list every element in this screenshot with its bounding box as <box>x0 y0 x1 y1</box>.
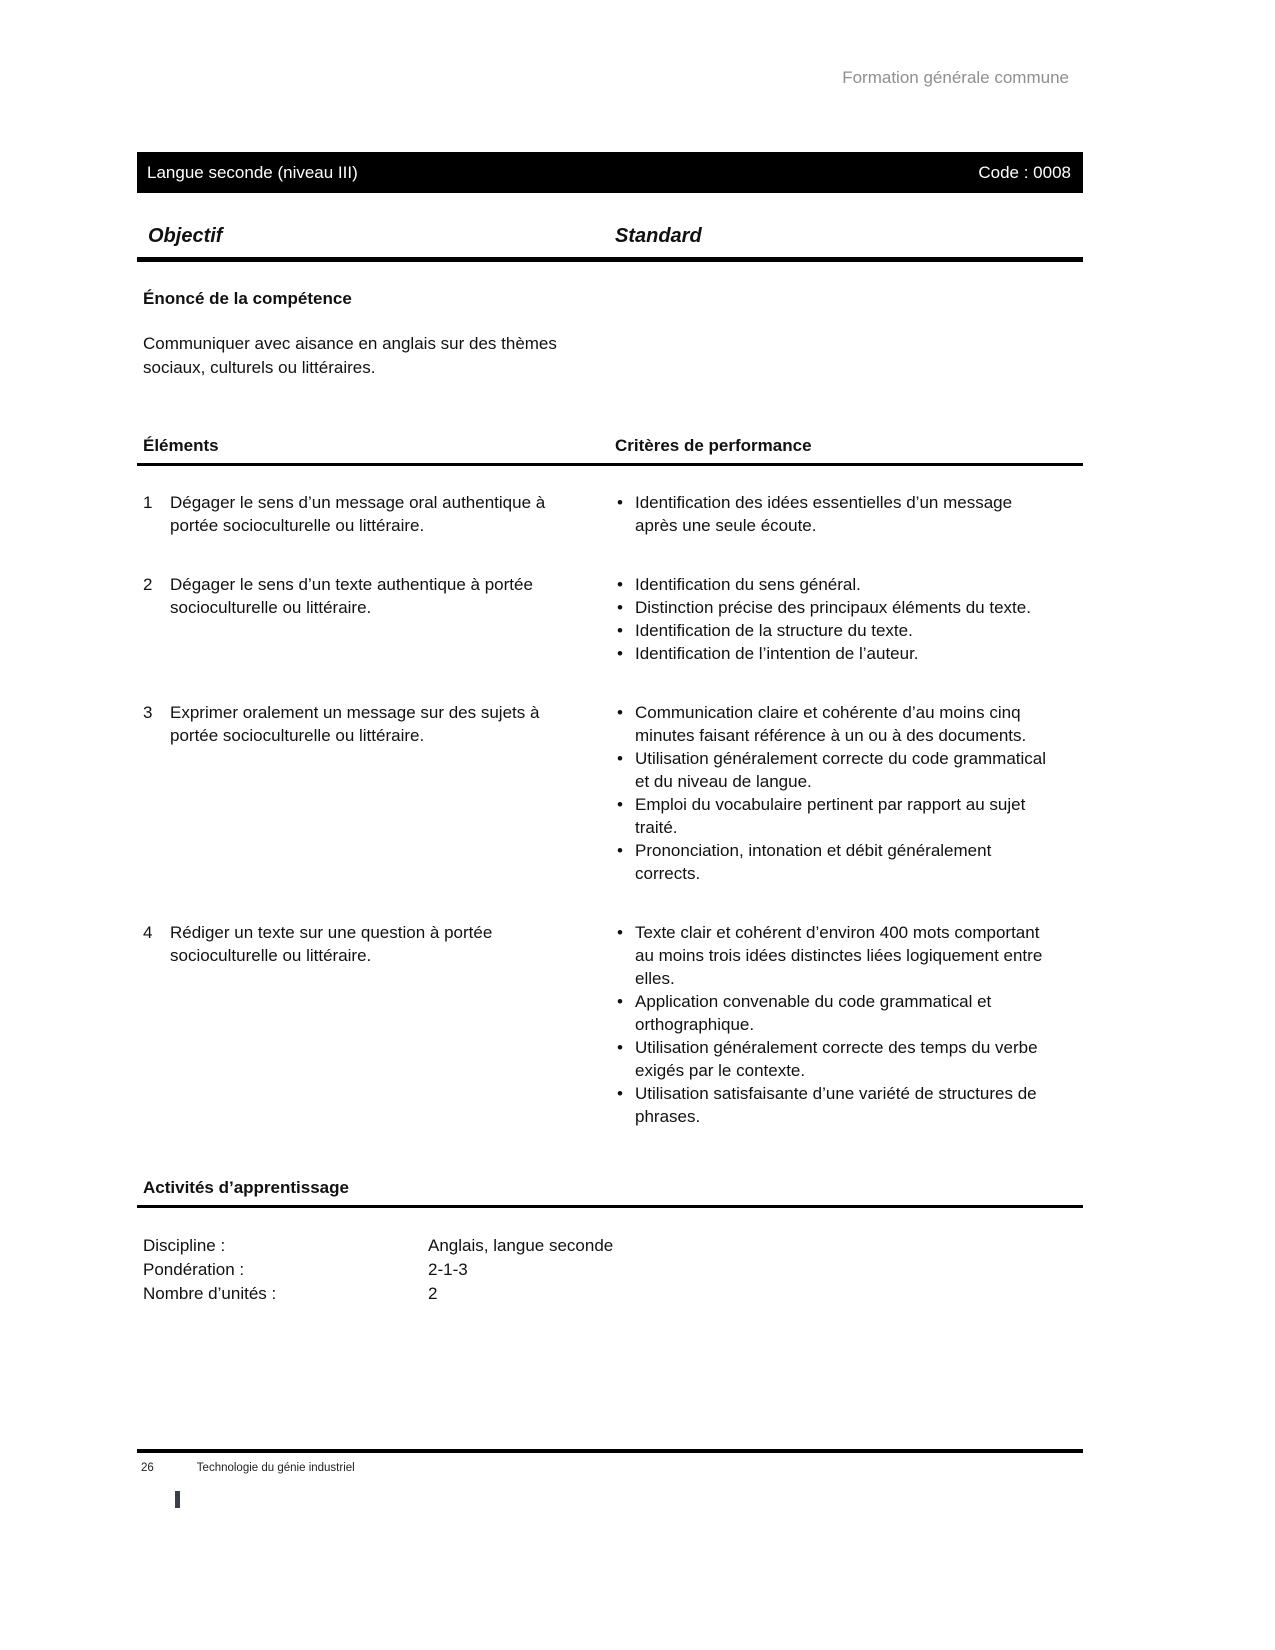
competence-text: Communiquer avec aisance en anglais sur des thèmes sociaux, culturels ou littéraires. <box>143 334 557 377</box>
bullet-icon: • <box>617 749 623 768</box>
criterion <box>615 573 1083 596</box>
criterion-text: Identification de la structure du texte. <box>635 621 913 640</box>
element-text: Exprimer oralement un message sur des sujets à portée socioculturelle ou littéraire. <box>170 703 540 745</box>
criterion-text: Identification de l’intention de l’auteur. <box>635 644 919 663</box>
standard-heading: Standard <box>615 225 702 247</box>
criteria-cell <box>615 573 1083 665</box>
element-row-3 <box>137 701 1083 885</box>
criterion-text: Prononciation, intonation et débit généralement corrects. <box>635 841 992 883</box>
element-text: Dégager le sens d’un message oral authentique à portée socioculturelle ou littéraire. <box>170 493 546 535</box>
banner-title: Langue seconde (niveau III) <box>147 162 358 182</box>
objectif-standard-header <box>137 225 1083 248</box>
criteria-cell <box>615 491 1083 537</box>
criterion-text: Utilisation généralement correcte des temps du verbe exigés par le contexte. <box>635 1038 1038 1080</box>
field-unites <box>143 1282 1083 1306</box>
bullet-icon: • <box>617 795 623 814</box>
criteria-heading: Critères de performance <box>615 436 812 455</box>
criterion <box>615 793 1083 839</box>
field-value: 2 <box>428 1284 438 1303</box>
divider-rule <box>137 257 1083 262</box>
bullet-icon: • <box>617 621 623 640</box>
elements-heading: Éléments <box>143 436 219 455</box>
element-text: Rédiger un texte sur une question à portée socioculturelle ou littéraire. <box>170 923 493 965</box>
criterion-text: Communication claire et cohérente d’au moins cinq minutes faisant référence à un ou à des documents. <box>635 703 1027 745</box>
criterion-text: Identification des idées essentielles d’un message après une seule écoute. <box>635 493 1013 535</box>
criterion <box>615 1036 1083 1082</box>
criterion <box>615 1082 1083 1128</box>
element-cell <box>137 701 615 885</box>
bullet-icon: • <box>617 992 623 1011</box>
bullet-icon: • <box>617 1084 623 1103</box>
footer-rule <box>137 1449 1083 1453</box>
field-discipline <box>143 1234 1083 1258</box>
element-cell <box>137 491 615 537</box>
bullet-icon: • <box>617 493 623 512</box>
page-footer <box>137 1449 1083 1474</box>
criterion <box>615 619 1083 642</box>
criterion-text: Identification du sens général. <box>635 575 861 594</box>
element-row-1 <box>137 491 1083 537</box>
element-cell <box>137 573 615 665</box>
criterion-text: Emploi du vocabulaire pertinent par rapport au sujet traité. <box>635 795 1026 837</box>
bullet-icon: • <box>617 598 623 617</box>
section-banner <box>137 152 1083 193</box>
criterion-text: Application convenable du code grammatical et orthographique. <box>635 992 992 1034</box>
criterion <box>615 839 1083 885</box>
criterion <box>615 596 1083 619</box>
divider-rule <box>137 1205 1083 1208</box>
element-row-4 <box>137 921 1083 1128</box>
bullet-icon: • <box>617 841 623 860</box>
bullet-icon: • <box>617 703 623 722</box>
element-row-2 <box>137 573 1083 665</box>
criterion-text: Utilisation satisfaisante d’une variété de structures de phrases. <box>635 1084 1037 1126</box>
objectif-heading: Objectif <box>148 225 223 247</box>
footer-line <box>137 1462 1083 1474</box>
criterion <box>615 921 1083 990</box>
criterion-text: Utilisation généralement correcte du code grammatical et du niveau de langue. <box>635 749 1047 791</box>
field-value: Anglais, langue seconde <box>428 1236 614 1255</box>
field-ponderation <box>143 1258 1083 1282</box>
element-number: 2 <box>143 575 153 594</box>
bullet-icon: • <box>617 1038 623 1057</box>
page-content <box>137 0 1083 1306</box>
criterion <box>615 701 1083 747</box>
page-number: 26 <box>141 1462 154 1474</box>
banner-code: Code : 0008 <box>978 162 1071 182</box>
running-title: Formation générale commune <box>842 68 1069 87</box>
element-number: 3 <box>143 703 153 722</box>
criterion <box>615 747 1083 793</box>
bullet-icon: • <box>617 644 623 663</box>
element-cell <box>137 921 615 1128</box>
field-label: Pondération : <box>143 1260 245 1279</box>
elements-criteria-header <box>137 436 1083 456</box>
criterion <box>615 990 1083 1036</box>
bullet-icon: • <box>617 575 623 594</box>
element-text: Dégager le sens d’un texte authentique à portée socioculturelle ou littéraire. <box>170 575 533 617</box>
field-value: 2-1-3 <box>428 1260 468 1279</box>
field-label: Nombre d’unités : <box>143 1284 277 1303</box>
divider-rule <box>137 463 1083 466</box>
criterion <box>615 491 1083 537</box>
bullet-icon: • <box>617 923 623 942</box>
criteria-cell <box>615 701 1083 885</box>
activities-fields <box>137 1234 1083 1306</box>
footer-program-title: Technologie du génie industriel <box>196 1462 355 1474</box>
competence-heading: Énoncé de la compétence <box>143 289 352 308</box>
element-number: 4 <box>143 923 153 942</box>
page-mark <box>175 1491 180 1508</box>
criterion-text: Distinction précise des principaux éléments du texte. <box>635 598 1031 617</box>
element-number: 1 <box>143 493 153 512</box>
criteria-cell <box>615 921 1083 1128</box>
criterion <box>615 642 1083 665</box>
elements-rows <box>137 491 1083 1128</box>
field-label: Discipline : <box>143 1236 226 1255</box>
criterion-text: Texte clair et cohérent d’environ 400 mots comportant au moins trois idées distinctes liées logiquement entre elles. <box>635 923 1043 988</box>
activities-heading: Activités d’apprentissage <box>143 1178 349 1197</box>
